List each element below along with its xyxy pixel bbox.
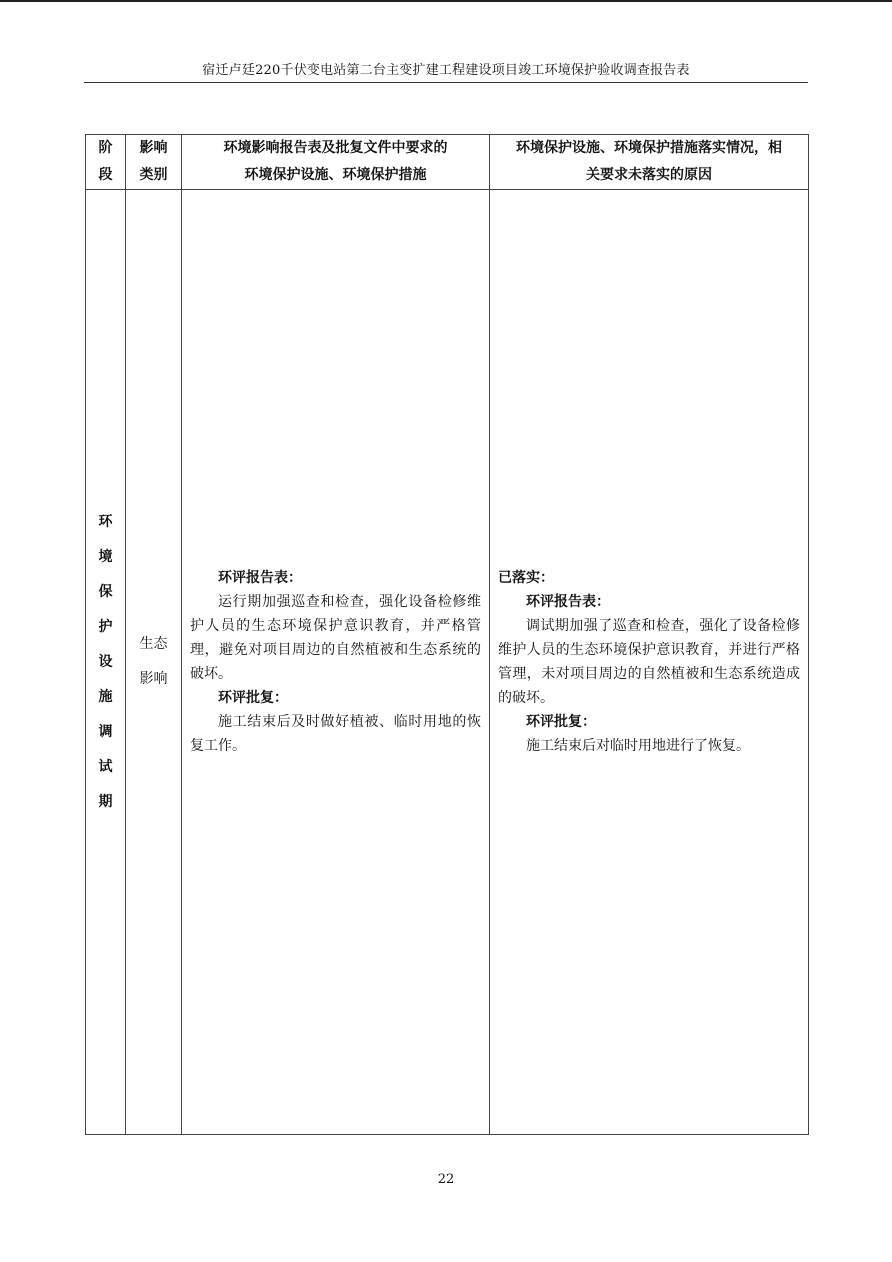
req-report-label: 环评报告表： — [218, 570, 302, 586]
req-report-text: 运行期加强巡查和检查，强化设备检修维护人员的生态环境保护意识教育，并严格管理，避免对项目周边的自然植被和生态系统的破坏。 — [190, 594, 481, 682]
stage-char: 护 — [98, 618, 113, 635]
page-header: 宿迁卢廷220千伏变电站第二台主变扩建工程建设项目竣工环境保护验收调查报告表 — [84, 60, 808, 83]
header-implementation: 环境保护设施、环境保护措施落实情况，相 关要求未落实的原因 — [490, 135, 809, 190]
req-approval-label: 环评批复： — [218, 690, 288, 706]
table-row — [86, 190, 809, 1135]
implementation-cell — [490, 190, 809, 1135]
stage-char: 期 — [98, 793, 113, 810]
header-impact-type: 影响 类别 — [126, 135, 182, 190]
impact-type-line2: 影响 — [139, 671, 168, 687]
stage-char: 保 — [98, 583, 113, 600]
impl-approval-text: 施工结束后对临时用地进行了恢复。 — [526, 738, 750, 754]
stage-cell — [86, 190, 126, 1135]
impl-report-text: 调试期加强了巡查和检查，强化了设备检修维护人员的生态环境保护意识教育，并进行严格管理，未对项目周边的自然植被和生态系统造成的破坏。 — [498, 618, 800, 706]
stage-char: 环 — [98, 513, 113, 530]
page-number: 22 — [437, 1172, 455, 1187]
stage-vertical-label — [86, 505, 125, 820]
impl-status: 已落实： — [498, 570, 554, 586]
table-header-row — [86, 135, 809, 190]
stage-char: 调 — [98, 723, 113, 740]
impact-type-cell — [126, 190, 182, 1135]
top-border-line — [0, 0, 892, 2]
requirements-cell — [182, 190, 490, 1135]
impl-approval-label: 环评批复： — [526, 714, 596, 730]
stage-char: 试 — [98, 758, 113, 775]
header-requirements: 环境影响报告表及批复文件中要求的 环境保护设施、环境保护措施 — [182, 135, 490, 190]
header-stage: 阶 段 — [86, 135, 126, 190]
stage-char: 境 — [98, 548, 113, 565]
impact-type-line1: 生态 — [139, 636, 168, 652]
req-approval-text: 施工结束后及时做好植被、临时用地的恢复工作。 — [190, 714, 481, 754]
stage-char: 施 — [98, 688, 113, 705]
impl-report-label: 环评报告表： — [526, 594, 610, 610]
stage-char: 设 — [98, 653, 113, 670]
measures-table — [85, 134, 809, 1135]
